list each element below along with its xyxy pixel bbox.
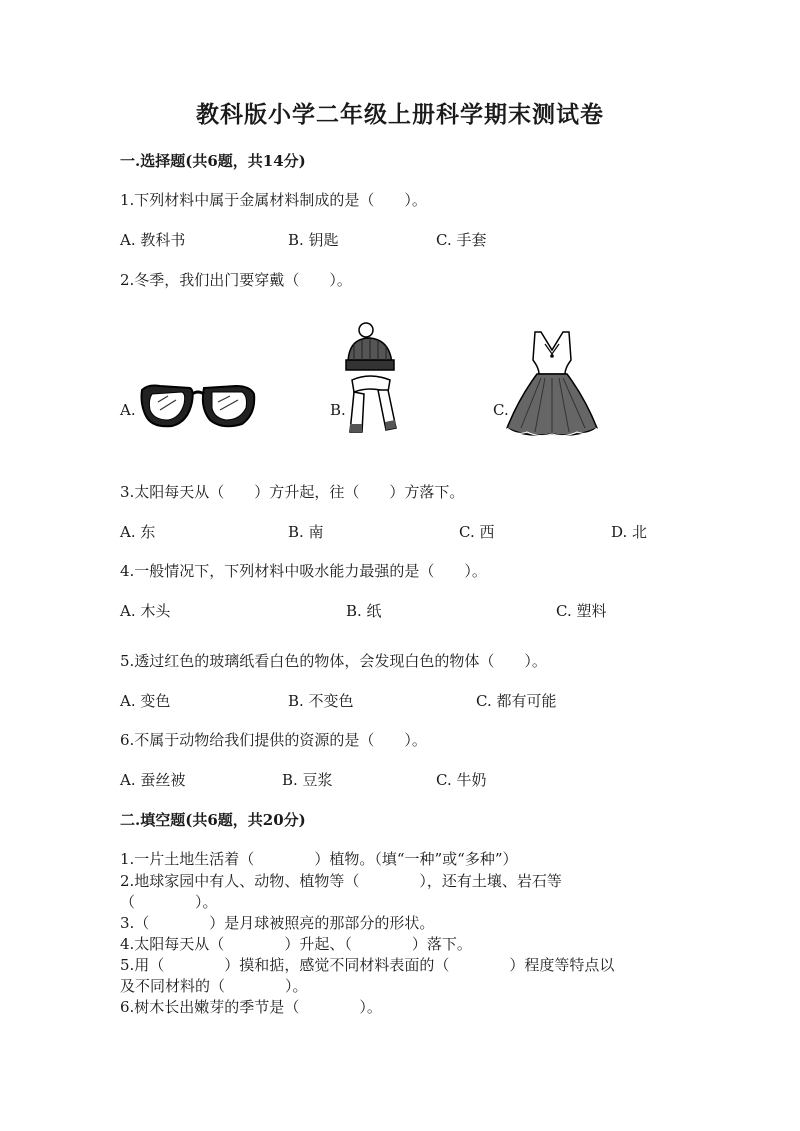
fill-question-4: 4.太阳每天从（ ）升起、（ ）落下。 [120, 935, 472, 953]
question-6: 6.不属于动物给我们提供的资源的是（ ）。 [120, 731, 427, 749]
q6-option-a[interactable]: A. 蚕丝被 [120, 771, 186, 789]
dress-icon [505, 328, 600, 440]
question-3: 3.太阳每天从（ ）方升起，往（ ）方落下。 [120, 483, 465, 501]
q5-option-a[interactable]: A. 变色 [120, 692, 171, 710]
question-5: 5.透过红色的玻璃纸看白色的物体，会发现白色的物体（ ）。 [120, 652, 547, 670]
fill-question-2: 2.地球家园中有人、动物、植物等（ ），还有土壤、岩石等 [120, 872, 562, 890]
question-1: 1.下列材料中属于金属材料制成的是（ ）。 [120, 191, 427, 209]
fill-question-2-cont: （ ）。 [120, 893, 218, 911]
question-2: 2.冬季，我们出门要穿戴（ ）。 [120, 271, 352, 289]
section-heading-fill: 二.填空题(共6题，共20分) [120, 811, 306, 829]
question-4: 4.一般情况下，下列材料中吸水能力最强的是（ ）。 [120, 562, 487, 580]
page-title: 教科版小学二年级上册科学期末测试卷 [196, 101, 604, 128]
q2-option-c[interactable]: C. [493, 401, 509, 419]
q1-option-a[interactable]: A. 教科书 [120, 231, 186, 249]
q1-option-c[interactable]: C. 手套 [436, 231, 487, 249]
q4-option-b[interactable]: B. 纸 [346, 602, 382, 620]
q6-option-c[interactable]: C. 牛奶 [436, 771, 487, 789]
q3-option-b[interactable]: B. 南 [288, 523, 324, 541]
fill-question-5: 5.用（ ）摸和掂，感觉不同材料表面的（ ）程度等特点以 [120, 956, 615, 974]
q3-option-c[interactable]: C. 西 [459, 523, 495, 541]
q3-option-a[interactable]: A. 东 [120, 523, 156, 541]
sunglasses-icon [138, 380, 258, 440]
q3-option-d[interactable]: D. 北 [611, 523, 648, 541]
q5-option-b[interactable]: B. 不变色 [288, 692, 354, 710]
q2-option-b[interactable]: B. [330, 401, 346, 419]
q4-option-c[interactable]: C. 塑料 [556, 602, 607, 620]
q1-option-b[interactable]: B. 钥匙 [288, 231, 339, 249]
fill-question-1: 1.一片土地生活着（ ）植物。（填“一种”或“多种”） [120, 850, 518, 868]
q5-option-c[interactable]: C. 都有可能 [476, 692, 557, 710]
q2-option-a[interactable]: A. [120, 401, 136, 419]
fill-question-3: 3.（ ）是月球被照亮的那部分的形状。 [120, 914, 435, 932]
hat-and-scarf-icon [340, 320, 400, 440]
fill-question-5-cont: 及不同材料的（ ）。 [120, 977, 308, 995]
fill-question-6: 6.树木长出嫩芽的季节是（ ）。 [120, 998, 382, 1016]
q6-option-b[interactable]: B. 豆浆 [282, 771, 333, 789]
q4-option-a[interactable]: A. 木头 [120, 602, 171, 620]
section-heading-choice: 一.选择题(共6题，共14分) [120, 152, 306, 170]
